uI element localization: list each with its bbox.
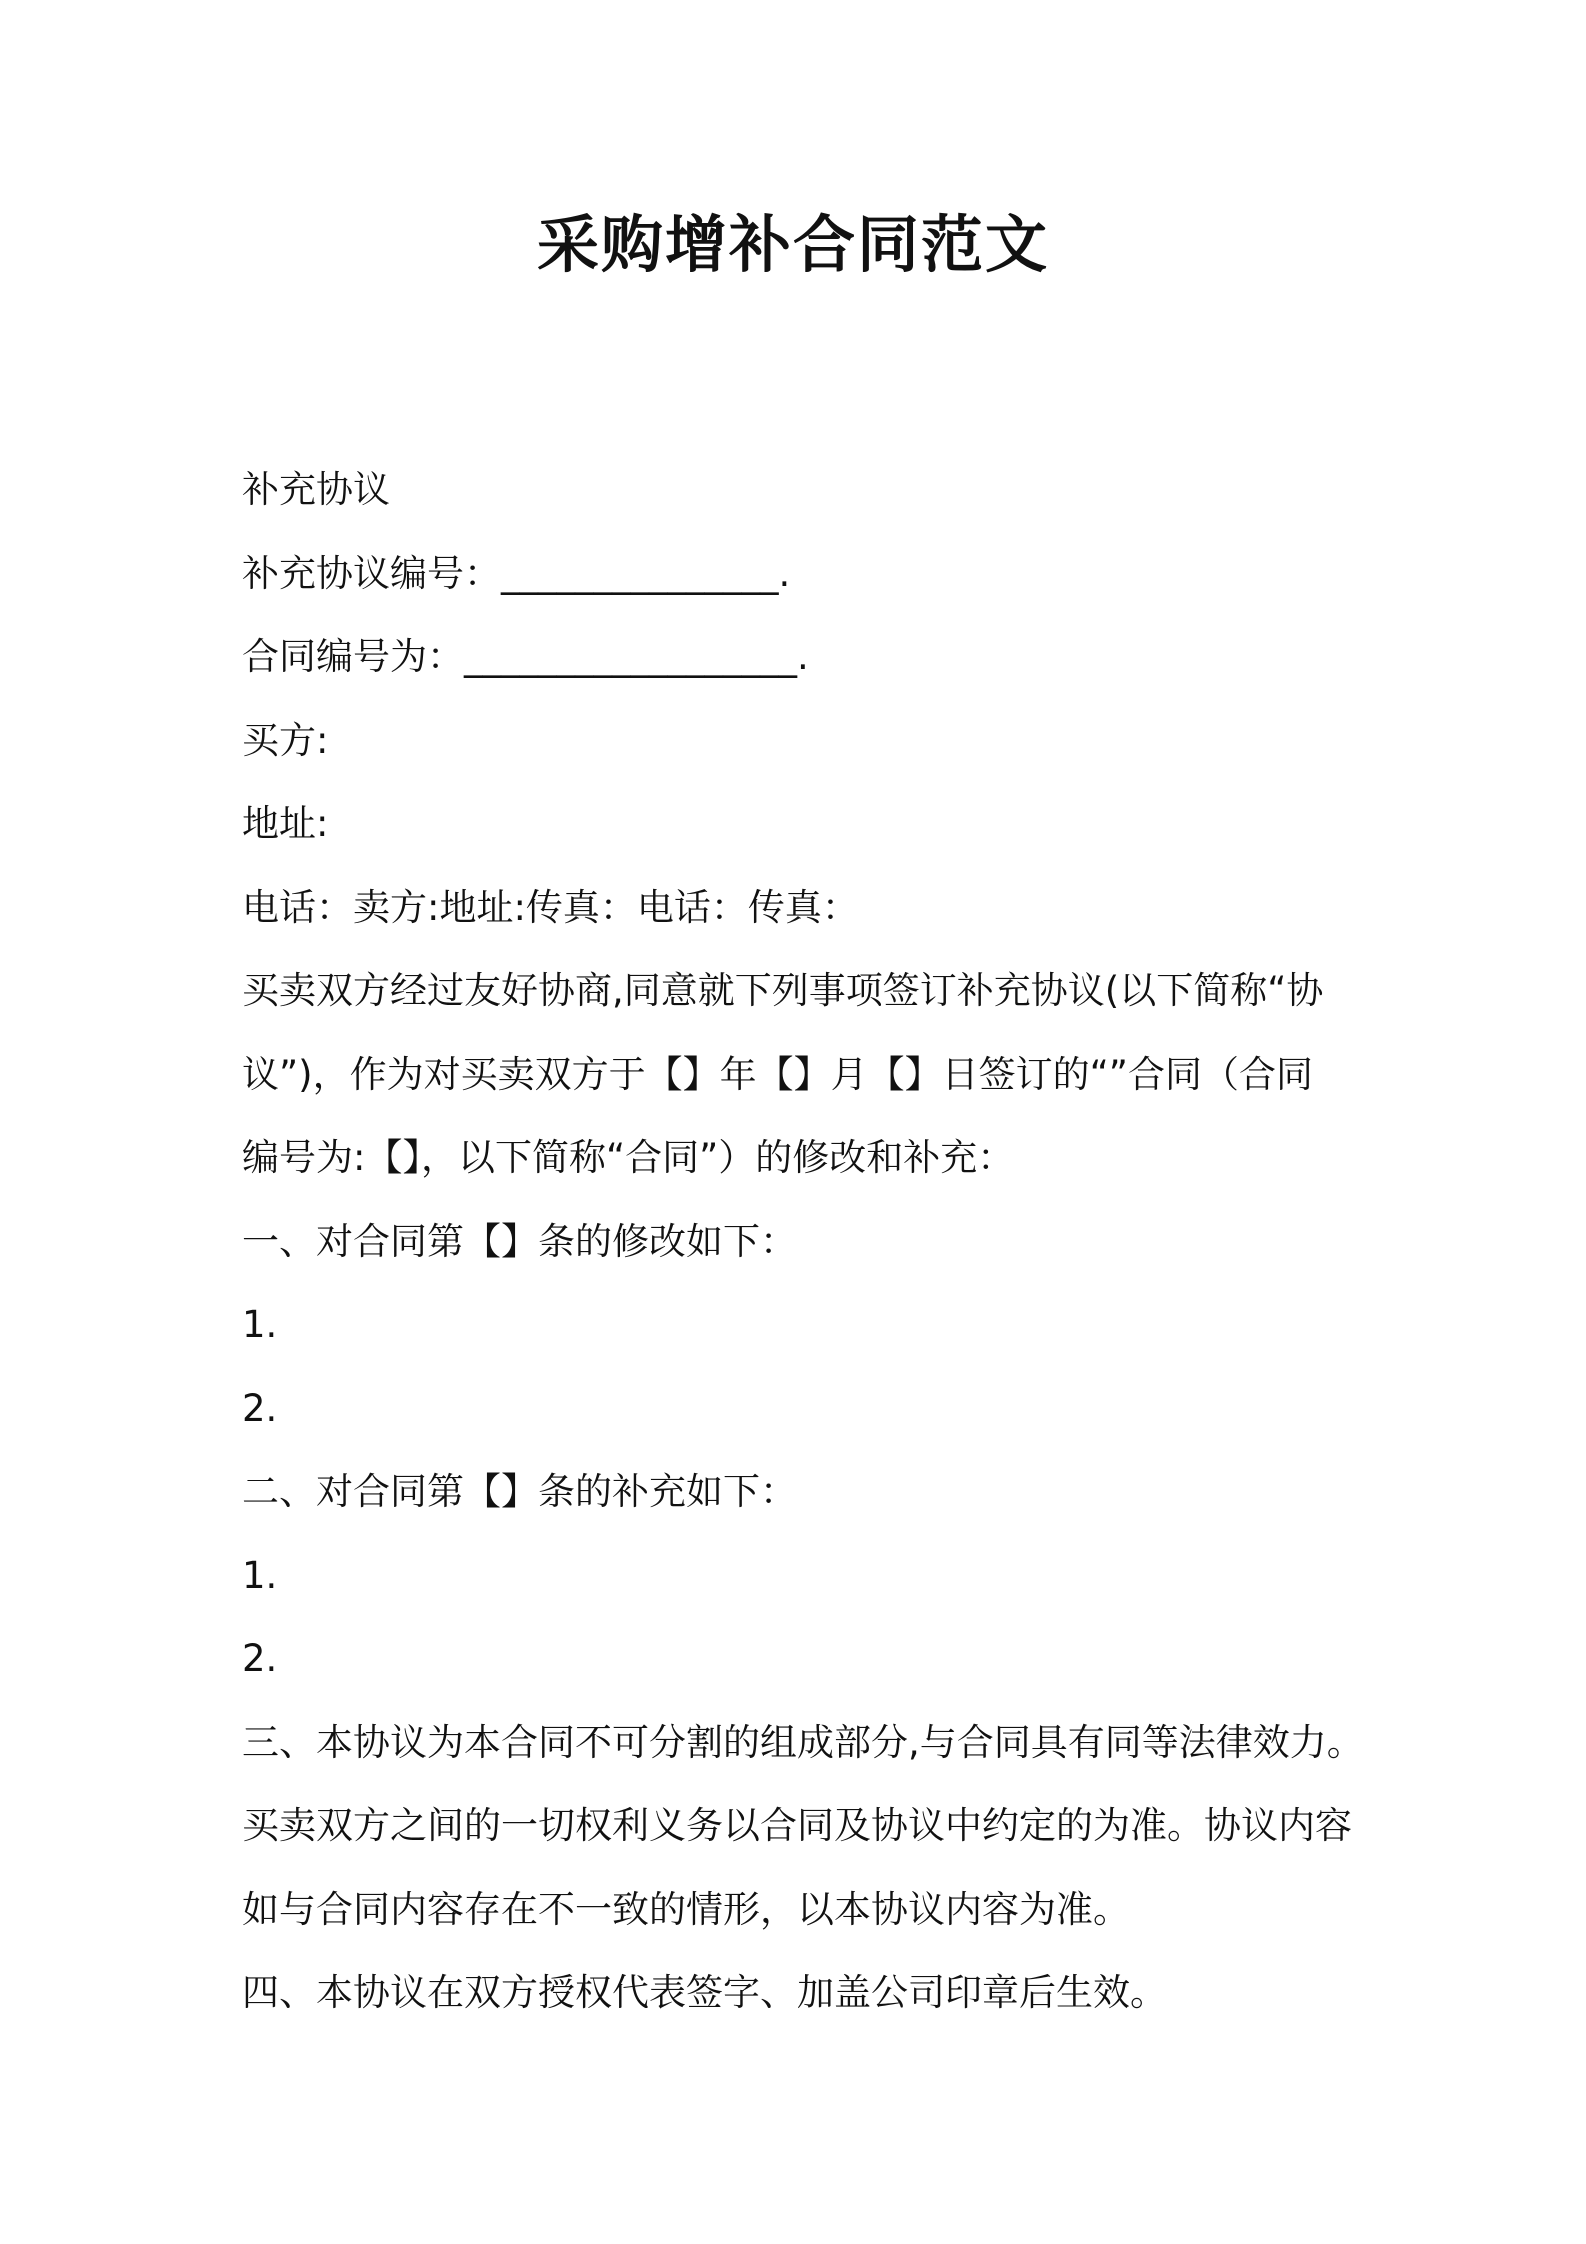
clause-2-item-1: 1. xyxy=(242,1553,278,1597)
preamble-line-1: 买卖双方经过友好协商,同意就下列事项签订补充协议(以下简称“协 xyxy=(242,969,1324,1012)
clause-2-heading: 二、对合同第【】条的补充如下： xyxy=(242,1470,797,1513)
clause-4-line-1: 四、本协议在双方授权代表签字、加盖公司印章后生效。 xyxy=(242,1971,1167,2014)
buyer-field: 买方: xyxy=(242,718,329,762)
address-field: 地址: xyxy=(242,802,329,845)
clause-2-item-2: 2. xyxy=(242,1637,278,1680)
contract-number-field: 合同编号为：__________________. xyxy=(242,635,809,678)
clause-3-line-1: 三、本协议为本合同不可分割的组成部分,与合同具有同等法律效力。 xyxy=(242,1720,1364,1764)
clause-1-item-1: 1. xyxy=(242,1303,278,1346)
document-title: 采购增补合同范文 xyxy=(536,208,1049,281)
preamble-line-3: 编号为:【】，以下简称“合同”）的修改和补充： xyxy=(242,1136,1015,1179)
clause-1-heading: 一、对合同第【】条的修改如下： xyxy=(242,1219,797,1263)
contact-fields: 电话：卖方:地址:传真：电话：传真： xyxy=(242,885,859,929)
heading-supplementary-agreement: 补充协议 xyxy=(242,468,390,511)
document-body xyxy=(242,448,1362,2035)
clause-1-item-2: 2. xyxy=(242,1386,278,1430)
clause-3-line-2: 买卖双方之间的一切权利义务以合同及协议中约定的为准。协议内容 xyxy=(242,1804,1352,1847)
preamble-line-2: 议”)，作为对买卖双方于【】年【】月【】日签订的“”合同（合同 xyxy=(242,1052,1313,1096)
clause-3-line-3: 如与合同内容存在不一致的情形，以本协议内容为准。 xyxy=(242,1887,1130,1931)
agreement-number-field: 补充协议编号：_______________. xyxy=(242,551,791,595)
